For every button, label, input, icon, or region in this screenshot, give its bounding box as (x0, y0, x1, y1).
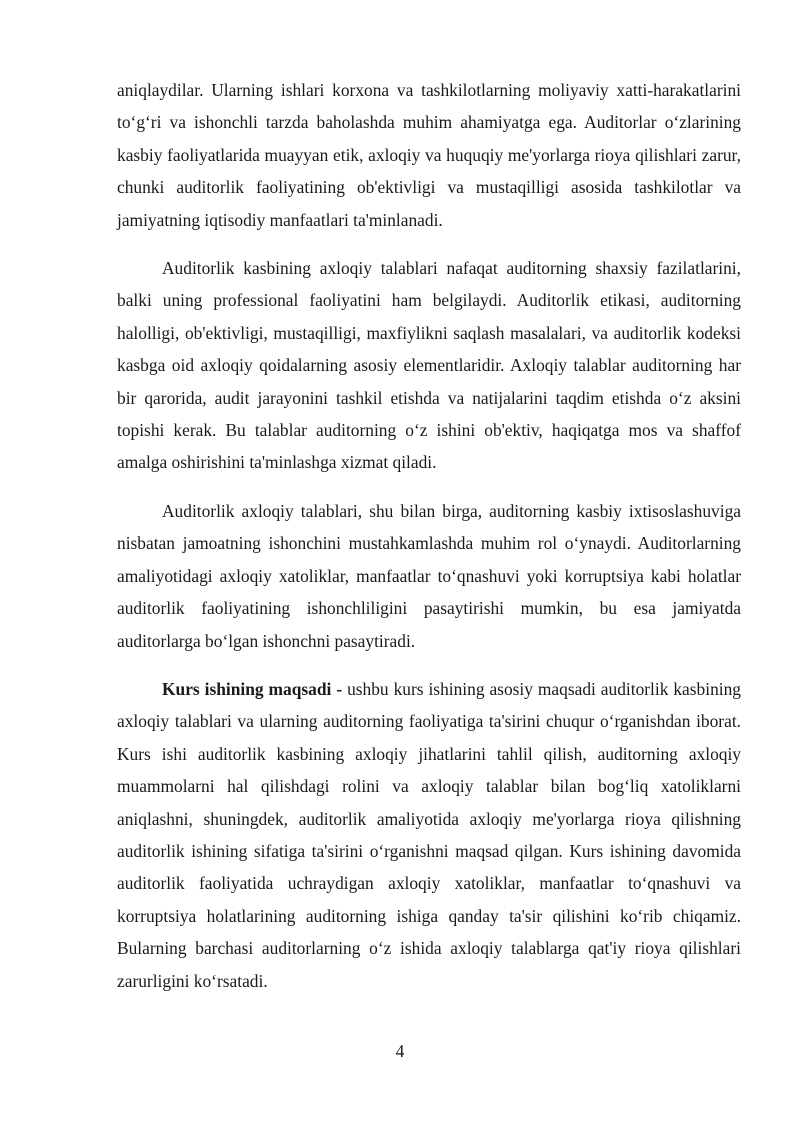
page-number: 4 (395, 1041, 405, 1061)
paragraph-text: Auditorlik kasbining axloqiy talablari nafaqat auditorning shaxsiy fazilatlarini, balki uning professional faoliyatini ham belgilaydi. Auditorlik etikasi, auditorning halolligi, ob'ektivligi, mustaqilligi, maxfiylikni saqlash masalalari, va auditorlik kodeksi kasbga oid axloqiy qoidalarning asosiy elementlaridir. Axloqiy talablar auditorning har bir qarorida, audit jarayonini tashkil etishda va natijalarini taqdim etishda o‘z aksini topishi kerak. Bu talablar auditorning o‘z ishini ob'ektiv, haqiqatga mos va shaffof amalga oshirishini ta'minlashga xizmat qiladi. (117, 258, 741, 473)
paragraph-public-trust (117, 495, 741, 657)
paragraph-text: ushbu kurs ishining asosiy maqsadi auditorlik kasbining axloqiy talablari va ularning auditorning faoliyatiga ta'sirini chuqur o‘rganishdan iborat. Kurs ishi auditorlik kasbining axloqiy jihatlarini tahlil qilish, auditorning axloqiy muammolarni hal qilishdagi rolini va axloqiy talablar bilan bog‘liq xatoliklarni aniqlashni, shuningdek, auditorlik amaliyotida axloqiy me'yorlarga rioya qilishning auditorlik ishining sifatiga ta'sirini o‘rganishni maqsad qilgan. Kurs ishining davomida auditorlik faoliyatida uchraydigan axloqiy xatoliklar, manfaatlar to‘qnashuvi va korruptsiya holatlarining auditorning ishiga qanday ta'sir qilishini ko‘rib chiqamiz. Bularning barchasi auditorlarning o‘z ishida axloqiy talablarga qat'iy rioya qilishlari zarurligini ko‘rsatadi. (117, 678, 741, 991)
page-body (117, 74, 741, 997)
paragraph-ethics-requirements (117, 252, 741, 479)
paragraph-continuation (117, 74, 741, 236)
paragraph-text: Auditorlik axloqiy talablari, shu bilan birga, auditorning kasbiy ixtisoslashuviga nisbatan jamoatning ishonchini mustahkamlashda muhim rol o‘ynaydi. Auditorlarning amaliyotidagi axloqiy xatoliklar, manfaatlar to‘qnashuvi yoki korruptsiya kabi holatlar auditorlik faoliyatining ishonchliligini pasaytirishi mumkin, bu esa jamiyatda auditorlarga bo‘lgan ishonchni pasaytiradi. (117, 500, 741, 651)
paragraph-lead-heading: Kurs ishining maqsadi - (162, 678, 343, 699)
paragraph-text: aniqlaydilar. Ularning ishlari korxona va tashkilotlarning moliyaviy xatti-harakatlarini to‘g‘ri va ishonchli tarzda baholashda muhim ahamiyatga ega. Auditorlar o‘zlarining kasbiy faoliyatlarida muayyan etik, axloqiy va huquqiy me'yorlarga rioya qilishlari zarur, chunki auditorlik faoliyatining ob'ektivligi va mustaqilligi asosida tashkilotlar va jamiyatning iqtisodiy manfaatlari ta'minlanadi. (117, 80, 741, 230)
paragraph-course-goal (117, 673, 741, 997)
